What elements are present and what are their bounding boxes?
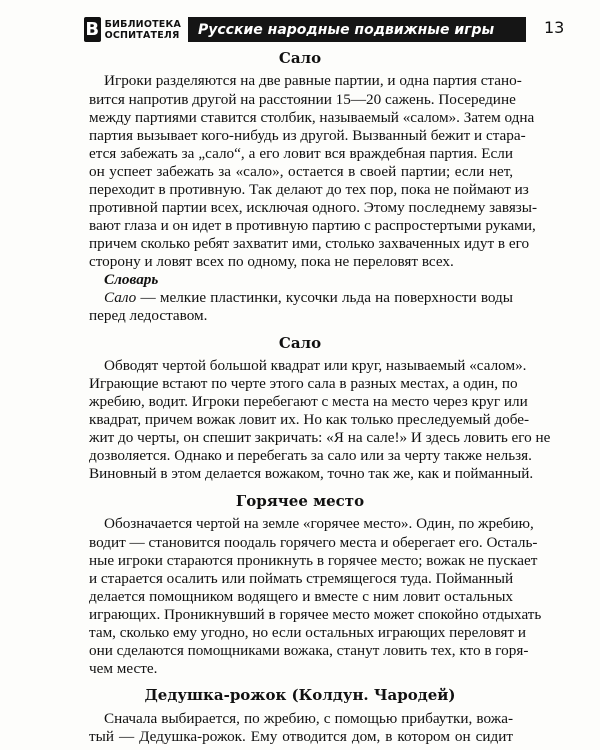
paragraph-line: Играющие встают по черте этого сала в разных местах, а один, по	[89, 375, 518, 393]
glossary-definition-cont: перед ледоставом.	[89, 307, 208, 325]
glossary-term: Сало	[104, 289, 137, 307]
paragraph-line: Обозначается чертой на земле «горячее место». Один, по жребию,	[104, 515, 534, 533]
series-title-bar: Русские народные подвижные игры	[188, 17, 526, 42]
paragraph-line: тый — Дедушка-рожок. Ему отводится дом, в котором он сидит	[89, 727, 513, 745]
paragraph-line: сторону и ловят всех по одному, пока не переловят всех.	[89, 252, 454, 270]
glossary-entry	[104, 288, 513, 308]
paragraph-line: чем месте.	[89, 659, 158, 677]
logo-line-2: ОСПИТАТЕЛЯ	[104, 29, 180, 41]
paragraph-line: между партиями ставится столбик, называемый «салом». Затем одна	[89, 108, 535, 126]
glossary-definition: — мелкие пластинки, кусочки льда на поверхности воды	[136, 289, 513, 307]
logo-text	[105, 19, 181, 41]
logo-line-1: БИБЛИОТЕКА	[104, 18, 181, 30]
paragraph-line: квадрат, причем вожак ловит их. Но как только преследуемый добе-	[89, 411, 530, 429]
paragraph-line: Виновный в этом делается вожаком, точно так же, как и пойманный.	[89, 465, 534, 483]
paragraph-line: играющих. Проникнувший в горячее место может спокойно отдыхать	[89, 605, 542, 623]
paragraph-line: они сделаются помощниками вожака, станут ловить тех, кто в горя-	[89, 641, 529, 659]
page-number: 13	[544, 18, 565, 37]
paragraph-line: делается помощником водящего и вместе с ним ловит остальных	[89, 587, 513, 605]
paragraph-line: жит до черты, он спешит закричать: «Я на сале!» И здесь ловить его не	[89, 429, 551, 447]
glossary-heading: Словарь	[104, 271, 159, 289]
section-title-dedushka-rozhok: Дедушка-рожок (Колдун. Чародей)	[144, 686, 456, 705]
paragraph-line: водит — становится поодаль горячего места и оберегает его. Осталь-	[89, 533, 538, 551]
section-title-salo-1: Сало	[278, 48, 322, 67]
paragraph-line: Игроки разделяются на две равные партии, и одна партия стано-	[104, 72, 522, 90]
section-title-goryachee-mesto: Горячее место	[235, 491, 365, 510]
paragraph-line: причем сколько ребят захватит ими, столько захваченных идут в его	[89, 234, 530, 252]
page-header	[84, 16, 565, 43]
series-logo	[84, 16, 181, 43]
paragraph-line: и старается осалить или поймать стремящегося туда. Пойманный	[89, 569, 514, 587]
paragraph-line: жребию, водит. Игроки перебегают с места на место через круг или	[89, 393, 528, 411]
paragraph-line: вают глаза и он идет в противную партию с распростертыми руками,	[89, 216, 536, 234]
logo-letter: В	[85, 19, 100, 40]
paragraph-line: он успеет забежать за «сало», остается в своей партии; если нет,	[89, 162, 513, 180]
paragraph-line: Сначала выбирается, по жребию, с помощью прибаутки, вожа-	[104, 709, 513, 727]
paragraph-line: Обводят чертой большой квадрат или круг, называемый «салом».	[104, 357, 527, 375]
paragraph-line: ные игроки стараются проникнуть в горячее место; вожак не пускает	[89, 551, 538, 569]
paragraph-line: противной партии всех, исключая одного. Этому последнему завязы-	[89, 198, 538, 216]
paragraph-line: переходит в противную. Так делают до тех пор, пока не поймают из	[89, 180, 529, 198]
paragraph-line: партия вызывает кого-нибудь из другой. Вызванный бежит и стара-	[89, 126, 526, 144]
paragraph-line: вится напротив другой на расстоянии 15—20 сажень. Посередине	[89, 90, 516, 108]
paragraph-line: там, сколько ему угодно, но если остальных играющих переловят и	[89, 623, 527, 641]
paragraph-line: ется забежать за „сало“, а его ловит вся враждебная партия. Если	[89, 144, 513, 162]
paragraph-line: дозволяется. Однако и перебегать за сало или за черту также нельзя.	[89, 447, 532, 465]
section-title-salo-2: Сало	[278, 333, 322, 352]
